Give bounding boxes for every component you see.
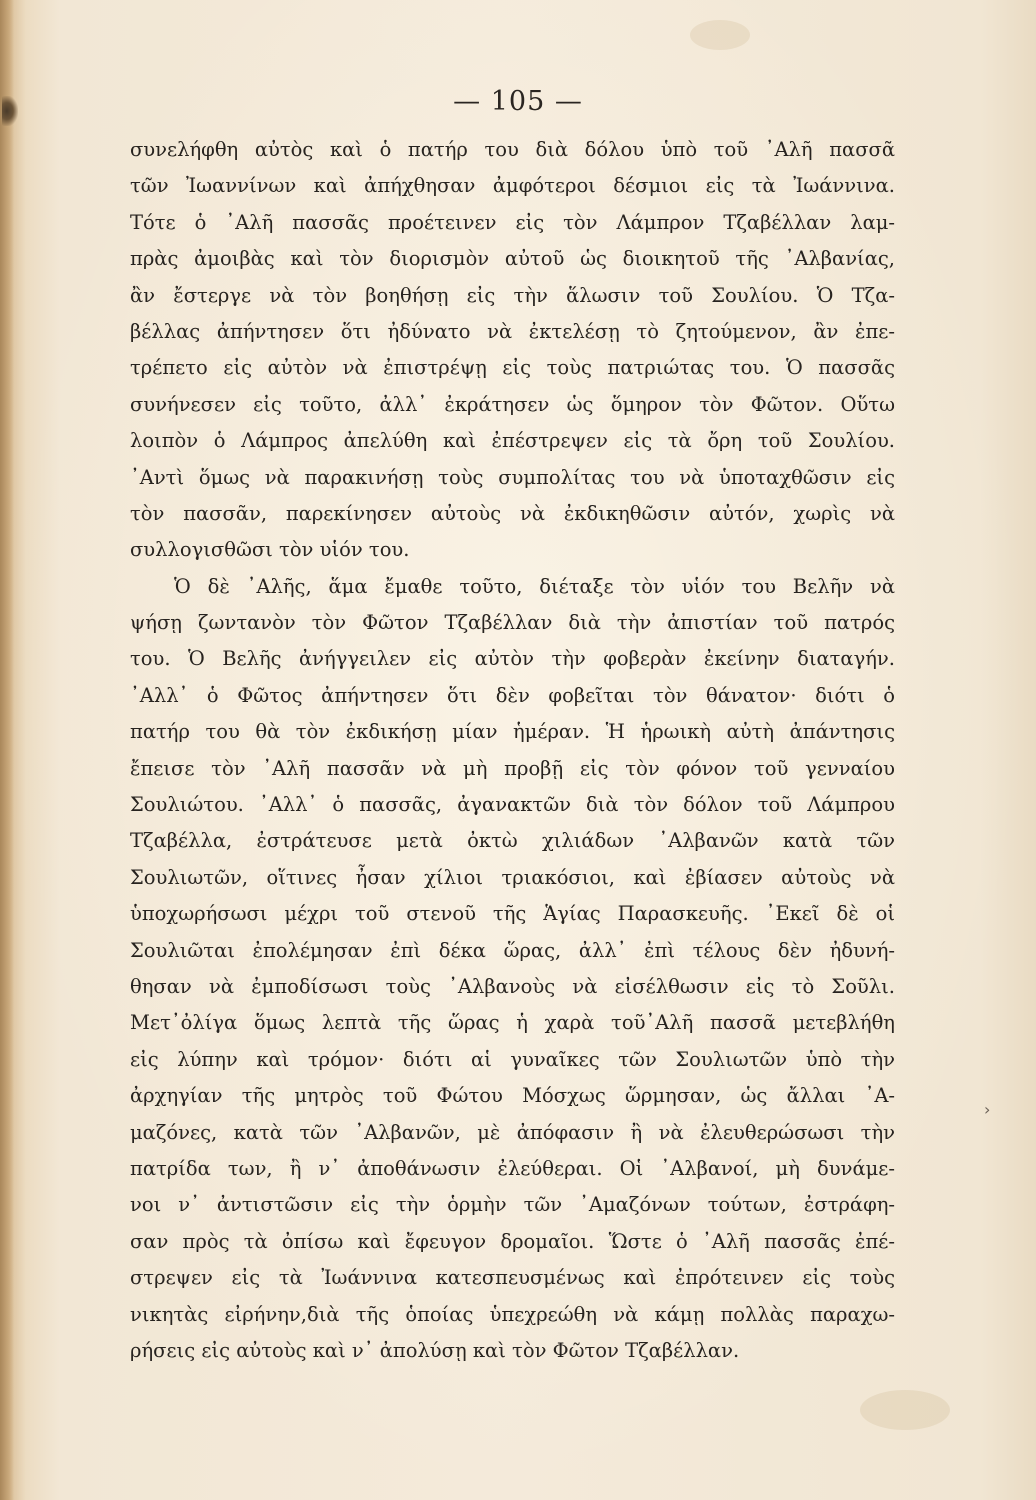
text-line: τῶν Ἰωαννίνων καὶ ἀπήχθησαν ἀμφότεροι δέσμιοι εἰς τὰ Ἰωάννινα. (130, 174, 895, 198)
text-line: πατρίδα των, ἢ ν᾿ ἀποθάνωσιν ἐλεύθεραι. Οἱ ᾿Αλβανοί, μὴ δυνάμε- (130, 1156, 895, 1180)
text-line: βέλλας ἀπήντησεν ὅτι ἠδύνατο νὰ ἐκτελέσῃ τὸ ζητούμενον, ἂν ἐπε- (130, 319, 895, 343)
text-line: πατήρ του θὰ τὸν ἐκδικήσῃ μίαν ἡμέραν. Ἡ ἡρωικὴ αὐτὴ ἀπάντησις (130, 720, 895, 744)
text-line: Σουλιῶται ἐπολέμησαν ἐπὶ δέκα ὥρας, ἀλλ᾿ ἐπὶ τέλους δὲν ἠδυνή- (130, 938, 895, 962)
text-line: σαν πρὸς τὰ ὀπίσω καὶ ἔφευγον δρομαῖοι. Ὥστε ὁ ᾿Αλῆ πασσᾶς ἐπέ- (130, 1229, 895, 1253)
text-line: Ὁ δὲ ᾿Αλῆς, ἅμα ἔμαθε τοῦτο, διέταξε τὸν υἱόν του Βελῆν νὰ (174, 574, 895, 598)
text-line: νικητὰς εἰρήνην,διὰ τῆς ὁποίας ὑπεχρεώθη νὰ κάμῃ πολλὰς παραχω- (130, 1302, 895, 1326)
text-line: Σουλιώτου. ᾿Αλλ᾿ ὁ πασσᾶς, ἀγανακτῶν διὰ τὸν δόλον τοῦ Λάμπρου (130, 793, 895, 817)
text-line: ἂν ἔστεργε νὰ τὸν βοηθήσῃ εἰς τὴν ἅλωσιν τοῦ Σουλίου. Ὁ Τζα- (130, 283, 895, 307)
text-line: Τότε ὁ ᾿Αλῆ πασσᾶς προέτεινεν εἰς τὸν Λάμπρον Τζαβέλλαν λαμ- (130, 210, 895, 234)
text-line: Τζαβέλλα, ἐστράτευσε μετὰ ὀκτὼ χιλιάδων ᾿Αλβανῶν κατὰ τῶν (130, 829, 895, 853)
text-line: πρὰς ἀμοιβὰς καὶ τὸν διορισμὸν αὐτοῦ ὡς διοικητοῦ τῆς ᾿Αλβανίας, (130, 247, 895, 271)
text-line: ᾿Αλλ᾿ ὁ Φῶτος ἀπήντησεν ὅτι δὲν φοβεῖται τὸν θάνατον· διότι ὁ (130, 683, 895, 707)
text-line: Σουλιωτῶν, οἵτινες ἦσαν χίλιοι τριακόσιοι, καὶ ἐβίασεν αὐτοὺς νὰ (130, 865, 895, 889)
text-line: ἔπεισε τὸν ᾿Αλῆ πασσᾶν νὰ μὴ προβῇ εἰς τὸν φόνον τοῦ γενναίου (130, 756, 895, 780)
text-line: ἀρχηγίαν τῆς μητρὸς τοῦ Φώτου Μόσχως ὥρμησαν, ὡς ἄλλαι ᾿Α- (130, 1084, 895, 1108)
text-line: μαζόνες, κατὰ τῶν ᾿Αλβανῶν, μὲ ἀπόφασιν ἢ νὰ ἐλευθερώσωσι τὴν (130, 1120, 895, 1144)
margin-mark: › (984, 1100, 991, 1119)
text-line: ρήσεις εἰς αὐτοὺς καὶ ν᾿ ἀπολύσῃ καὶ τὸν Φῶτον Τζαβέλλαν. (130, 1338, 740, 1362)
paper-stain (690, 20, 750, 50)
book-spine-shadow (0, 0, 14, 1500)
text-line: λοιπὸν ὁ Λάμπρος ἀπελύθη καὶ ἐπέστρεψεν εἰς τὰ ὄρη τοῦ Σουλίου. (130, 429, 895, 453)
text-line: Μετ᾿ὀλίγα ὅμως λεπτὰ τῆς ὥρας ἡ χαρὰ τοῦ᾿Αλῆ πασσᾶ μετεβλήθη (130, 1011, 895, 1035)
text-line: θησαν νὰ ἐμποδίσωσι τοὺς ᾿Αλβανοὺς νὰ εἰσέλθωσιν εἰς τὸ Σοῦλι. (130, 974, 895, 998)
text-line: τὸν πασσᾶν, παρεκίνησεν αὐτοὺς νὰ ἐκδικηθῶσιν αὐτόν, χωρὶς νὰ (130, 501, 895, 525)
text-line: εἰς λύπην καὶ τρόμον· διότι αἱ γυναῖκες τῶν Σουλιωτῶν ὑπὸ τὴν (130, 1047, 895, 1071)
text-line: ψήσῃ ζωντανὸν τὸν Φῶτον Τζαβέλλαν διὰ τὴν ἀπιστίαν τοῦ πατρός (130, 611, 895, 635)
text-line: ᾿Αντὶ ὅμως νὰ παρακινήσῃ τοὺς συμπολίτας του νὰ ὑποταχθῶσιν εἰς (130, 465, 895, 489)
paper-stain (860, 1390, 950, 1430)
text-line: νοι ν᾿ ἀντιστῶσιν εἰς τὴν ὁρμὴν τῶν ᾿Αμαζόνων τούτων, ἐστράφη- (130, 1193, 895, 1217)
body-text (130, 132, 895, 1369)
text-line: ὑποχωρήσωσι μέχρι τοῦ στενοῦ τῆς Ἁγίας Παρασκευῆς. ᾿Εκεῖ δὲ οἱ (130, 902, 895, 926)
text-line: στρεψεν εἰς τὰ Ἰωάννινα κατεσπευσμένως καὶ ἐπρότεινεν εἰς τοὺς (130, 1266, 895, 1290)
text-line: συλλογισθῶσι τὸν υἱόν του. (130, 538, 410, 562)
text-line: συνελήφθη αὐτὸς καὶ ὁ πατήρ του διὰ δόλου ὑπὸ τοῦ ᾿Αλῆ πασσᾶ (130, 138, 895, 161)
text-line: συνήνεσεν εἰς τοῦτο, ἀλλ᾿ ἐκράτησεν ὡς ὅμηρον τὸν Φῶτον. Οὕτω (130, 392, 895, 416)
text-line: τρέπετο εἰς αὐτὸν νὰ ἐπιστρέψῃ εἰς τοὺς πατριώτας του. Ὁ πασσᾶς (130, 356, 895, 380)
text-line: του. Ὁ Βελῆς ἀνήγγειλεν εἰς αὐτὸν τὴν φοβερὰν ἐκείνην διαταγήν. (130, 647, 895, 671)
page-number: — 105 — (453, 86, 583, 117)
